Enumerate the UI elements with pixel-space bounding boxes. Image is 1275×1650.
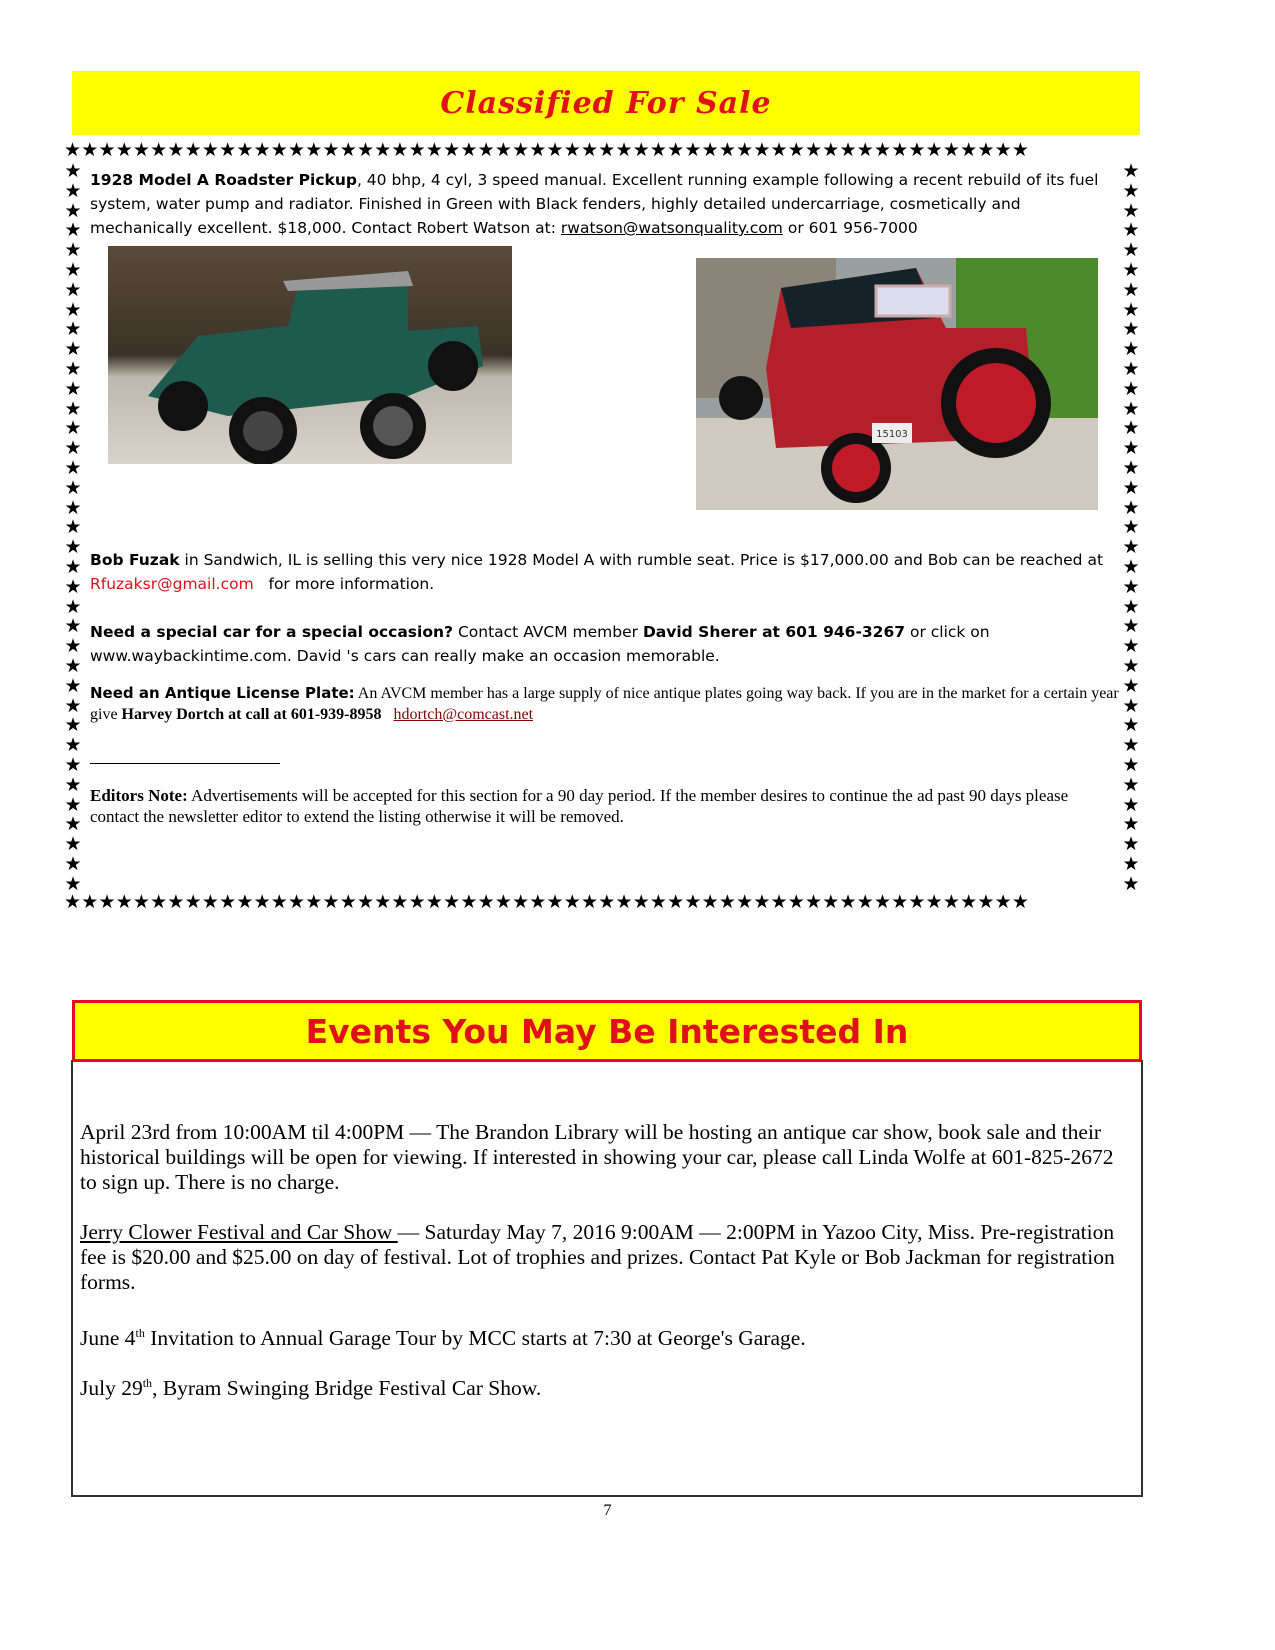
events-title: Events You May Be Interested In: [305, 1011, 909, 1051]
editors-note: [90, 785, 1120, 827]
seller-name: Bob Fuzak: [90, 551, 180, 569]
classified-banner: [72, 71, 1140, 135]
ad-heading: 1928 Model A Roadster Pickup: [90, 171, 357, 189]
events-banner: [72, 1000, 1142, 1062]
ordinal: th: [135, 1326, 145, 1340]
event-link[interactable]: Jerry Clower Festival and Car Show: [80, 1220, 398, 1244]
event-item: [80, 1321, 1130, 1351]
event-text: — Saturday May 7, 2016 9:00AM — 2:00PM in Yazoo City, Miss. Pre-registration fee is $20.00 and $25.00 on day of festival. Lot of trophies and prizes. Contact Pat Kyle or Bob Jackman for registration forms.: [80, 1220, 1115, 1294]
ad-bob-fuzak: [90, 548, 1120, 596]
event-text: , Byram Swinging Bridge Festival Car Show.: [152, 1376, 542, 1401]
event-item: [80, 1220, 1130, 1295]
event-date: July 29: [80, 1376, 143, 1401]
star-border-left: ★ ★ ★ ★ ★ ★ ★ ★ ★ ★ ★ ★ ★ ★ ★ ★ ★ ★ ★ ★ ★ ★ ★ ★ ★ ★ ★ ★ ★ ★ ★ ★ ★ ★ ★ ★ ★: [64, 160, 82, 895]
ad-text: for more information.: [253, 575, 435, 593]
event-text: April 23rd from 10:00AM til 4:00PM — The Brandon Library will be hosting an antique car show, book sale and their historical buildings will be open for viewing. If interested in showing your car, please call Linda Wolfe at 601-825-2672 to sign up. There is no charge.: [80, 1120, 1114, 1194]
ad-text: in Sandwich, IL is selling this very nice 1928 Model A with rumble seat. Price is $17,000.00 and Bob can be reached at: [179, 551, 1104, 569]
contact-info: Harvey Dortch at call at 601-939-8958: [121, 706, 382, 723]
ad-license-plate: [90, 683, 1120, 725]
email-link[interactable]: rwatson@watsonquality.com: [560, 219, 783, 237]
editors-note-text: Advertisements will be accepted for this section for a 90 day period. If the member desires to continue the ad past 90 days please contact the newsletter editor to extend the listing otherwise it will be removed.: [90, 786, 1069, 826]
ad-heading: Need a special car for a special occasion?: [90, 623, 454, 641]
event-item: [80, 1371, 1130, 1401]
ad-text: or 601 956-7000: [782, 219, 918, 237]
ad-text: An AVCM member has a large supply of nice antique plates going way back. If you are in the market for a certain year give: [90, 685, 1119, 723]
ad-text: , 40 bhp, 4 cyl, 3 speed manual. Excellent running example following a recent rebuild of its fuel system, water pump and radiator. Finished in Green with Black fenders, highly detailed undercarriage, cosmetically and mechanically excellent. $18,000. Contact Robert Watson at:: [90, 171, 1099, 237]
event-text: Invitation to Annual Garage Tour by MCC starts at 7:30 at George's Garage.: [144, 1326, 806, 1351]
ad-heading: Need an Antique License Plate:: [90, 684, 355, 702]
contact-info: David Sherer at 601 946-3267: [642, 623, 906, 641]
event-date: June 4: [80, 1326, 136, 1351]
editors-note-label: Editors Note:: [90, 786, 188, 805]
star-border-right: ★ ★ ★ ★ ★ ★ ★ ★ ★ ★ ★ ★ ★ ★ ★ ★ ★ ★ ★ ★ ★ ★ ★ ★ ★ ★ ★ ★ ★ ★ ★ ★ ★ ★ ★ ★ ★: [1122, 160, 1140, 895]
ad-special-car: [90, 620, 1120, 668]
email-link[interactable]: hdortch@comcast.net: [393, 706, 534, 723]
divider: [90, 763, 280, 764]
event-item: [80, 1120, 1130, 1195]
page-number: 7: [603, 1502, 612, 1519]
license-plate-text: 15103: [876, 429, 908, 440]
red-model-a-photo: [696, 258, 1098, 510]
green-pickup-photo: [108, 246, 512, 464]
ad-text: or click on www.waybackintime.com. David 's cars can really make an occasion memorable.: [90, 623, 990, 665]
ad-model-a-pickup: [90, 168, 1120, 240]
star-border-bottom: ★★★★★★★★★★★★★★★★★★★★★★★★★★★★★★★★★★★★★★★★★★★★★★★★★★★★★★★★: [64, 893, 1030, 912]
star-border-top: ★★★★★★★★★★★★★★★★★★★★★★★★★★★★★★★★★★★★★★★★★★★★★★★★★★★★★★★★: [64, 141, 1030, 160]
ad-text: Contact AVCM member: [453, 623, 643, 641]
ordinal: th: [142, 1376, 153, 1390]
classified-title: Classified For Sale: [440, 85, 772, 121]
email-link[interactable]: Rfuzaksr@gmail.com: [90, 575, 254, 593]
